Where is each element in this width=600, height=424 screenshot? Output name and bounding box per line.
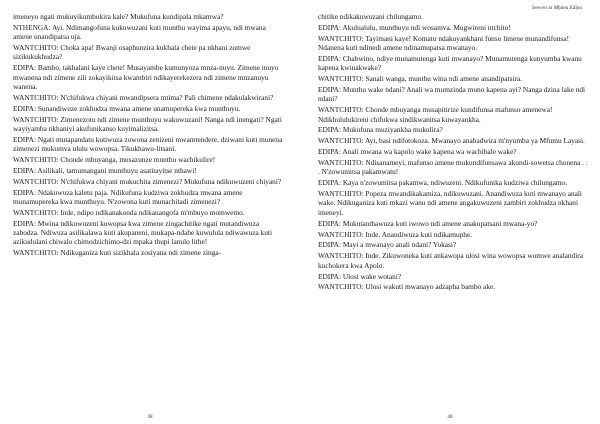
dialogue-line: EDIPA: Ndakuwuza kaletu paja. Ndikufuna kudziwa zokhudza mwana amene munamupereka kwa munthuyu. N'zowona kuti munachitadi zimenezi?: [13, 187, 243, 206]
dialogue-line: WANTCHITO: Ndisanameyi, mafunso amene mukundifunsawa akundi-sowetsa chonena . . . N'zowumitsa pakamwatu!: [318, 158, 588, 177]
dialogue-line: WANTCHITO: Chonde mbuyanga, musazunze munthu wachikulire!: [13, 154, 216, 164]
dialogue-line: EDIPA: Mukufuna muziyankha mukulira?: [318, 125, 443, 135]
dialogue-line: WANTCHITO: Chonde mbuyanga musapitirize kundifunsa mafunso amenewa! Ndikhululukireni chifukwa sindikwanitsa kuwayankha.: [318, 105, 553, 124]
dialogue-line: chitike ndikakuwuzani chilungamo.: [318, 12, 424, 21]
dialogue-line: EDIPA: Bambo, takhalani kaye chete! Musayambe kumunyoza mnza-nuyu. Zimene inuyo mwanena ndi zimene zili zokayikitsa kwambiri ndikayerekezera ndi zimene mnzanuyu wanena.: [13, 63, 279, 91]
dialogue-line: EDIPA: Chabwino, ndiye munamutenga kuti mwanayo? Munamutenga kunyumba kwanu kapena kwinakwake?: [318, 53, 582, 73]
dialogue-line: EDIPA: Akulualulu, munthuyu ndi wosamva. Mugwireni ntchito!: [318, 22, 511, 32]
dialogue-line: EDIPA: Mwina ndikuwuzeni kuwopsa kwa zimene zingachitike ngati mutandiwuza zabodza. Ndiwuza asilikalawa kuti akupaneni, mukapa-ndabe kuwulula ndiwawuza kuti azikudulani chiwalo chimodzichimo-dzi mpaka thupi lanulo lithe!: [13, 218, 272, 247]
dialogue-line: WANTCHITO: Tayimani kaye! Komatu ndakuyankhani funso limene munandifunsa! Ndanena kuti ndinedi amene ndinamupatsa mwanayo.: [318, 33, 570, 53]
dialogue-line: WANTCHITO: Inde. Anandiwuza kuti ndikamuphe.: [318, 229, 473, 239]
dialogue-line: EDIPA: Ngati mutapandatu kutiwuza zowona zenizeni mwamtendere, dziwani kuti munena zimenezi mukumva ululu wowopsa. Tikukhawu-litsani.: [13, 134, 283, 154]
dialogue-line: WANTCHITO: Inde, ndipo ndikanakonda ndikanangofa m'mbuyo momwemo.: [13, 207, 245, 217]
dialogue-line: WANTCHITO: N'chifukwa chiyani mukuchita zimenezi? Mukufuna ndikuwuzeni chiyani?: [13, 176, 282, 186]
dialogue-line: WANTCHITO: Popeza mwandikakamiza, ndikuwuzani. Anandiwuza kuti mwanayo anali wake. Ndikuganiza kuti mkazi wanu ndi amene angakuwuzeni zambiri zokhudza nkhani imeneyi.: [318, 189, 582, 217]
right-page-body: [318, 12, 590, 293]
right-page: [300, 0, 600, 424]
dialogue-line: EDIPA: Kaya n'zowumitsa pakamwa, ndiwuzeni. Ndikufunika kudziwa chilungamo.: [318, 178, 568, 188]
dialogue-line: WANTCHITO: Zimenezotu ndi zimene munthuyu wakuwuzani! Nanga ndi inengati? Ngati wayiyamba nkhaniyi akufunikanso kuyimalizitsa.: [13, 114, 282, 133]
dialogue-line: EDIPA: Sunandiwuze zokhudza mwana amene unamupereka kwa munthuyu.: [13, 103, 241, 113]
dialogue-line: imeneyo ngati mukuyikumbukira kale? Mukufuna kundipala mkamwa?: [13, 12, 224, 21]
dialogue-line: EDIPA: Asilikali, tamumangani munthuyu asatitayitse nthawi!: [13, 165, 197, 175]
page-number: 40: [447, 415, 453, 420]
dialogue-line: EDIPA: Mukutanthawuza kuti iwowo ndi amene anakupatsani mwana-yo?: [318, 218, 538, 228]
dialogue-line: WANTCHITO: Sanali wanga, munthu wina ndi amene anandipatsira.: [318, 74, 523, 84]
dialogue-line: WANTCHITO: Ndikuganiza kuti sizikhala zosiyana ndi zimene zinga-: [13, 248, 222, 258]
dialogue-line: WANTCHITO: Ulosi wakuti mwanayo adzapha bambo ake.: [318, 282, 496, 292]
dialogue-line: NTHENGA: Ayi. Ndimangofuna kukuwuzani kuti munthu wayima apayu, ndi mwana amene unandipatsa uja.: [13, 22, 266, 42]
dialogue-line: EDIPA: Mayi a mwanayo anali ndani? Yokasi?: [318, 240, 457, 250]
dialogue-line: WANTCHITO: Ayi, basi ndifotokoza. Mwanayo anabadwira m'nyumba ya Mfumu Layasi.: [318, 136, 585, 146]
dialogue-line: WANTCHITO: Choka apa! Bwanji osaphunzira kukhala chete pa nkhani zomwe sizikukukhudza?: [13, 43, 251, 62]
page-number: 38: [147, 415, 153, 420]
dialogue-line: WANTCHITO: N'chifukwa chiyani mwandipsera mtima? Pali chimene ndakulakwirani?: [13, 92, 274, 102]
dialogue-line: EDIPA: Munthu wake ndani? Anali wa mumzinda muno kapena ayi? Nanga dzina lake ndi ndani?: [318, 85, 586, 104]
left-page-body: [13, 12, 284, 259]
dialogue-line: WANTCHITO: Inde. Zikuwoneka kuti ankawopa ulosi wina wowopsa womwe analandira kuchokera kwa Apolo.: [318, 251, 583, 270]
dialogue-line: EDIPA: Ulosi wake wotani?: [318, 271, 402, 281]
running-head: Sewero la Mfumu Edipa: [531, 5, 582, 11]
dialogue-line: EDIPA: Anali mwana wa kapolo wake kapena wa wachibale wake?: [318, 147, 517, 157]
